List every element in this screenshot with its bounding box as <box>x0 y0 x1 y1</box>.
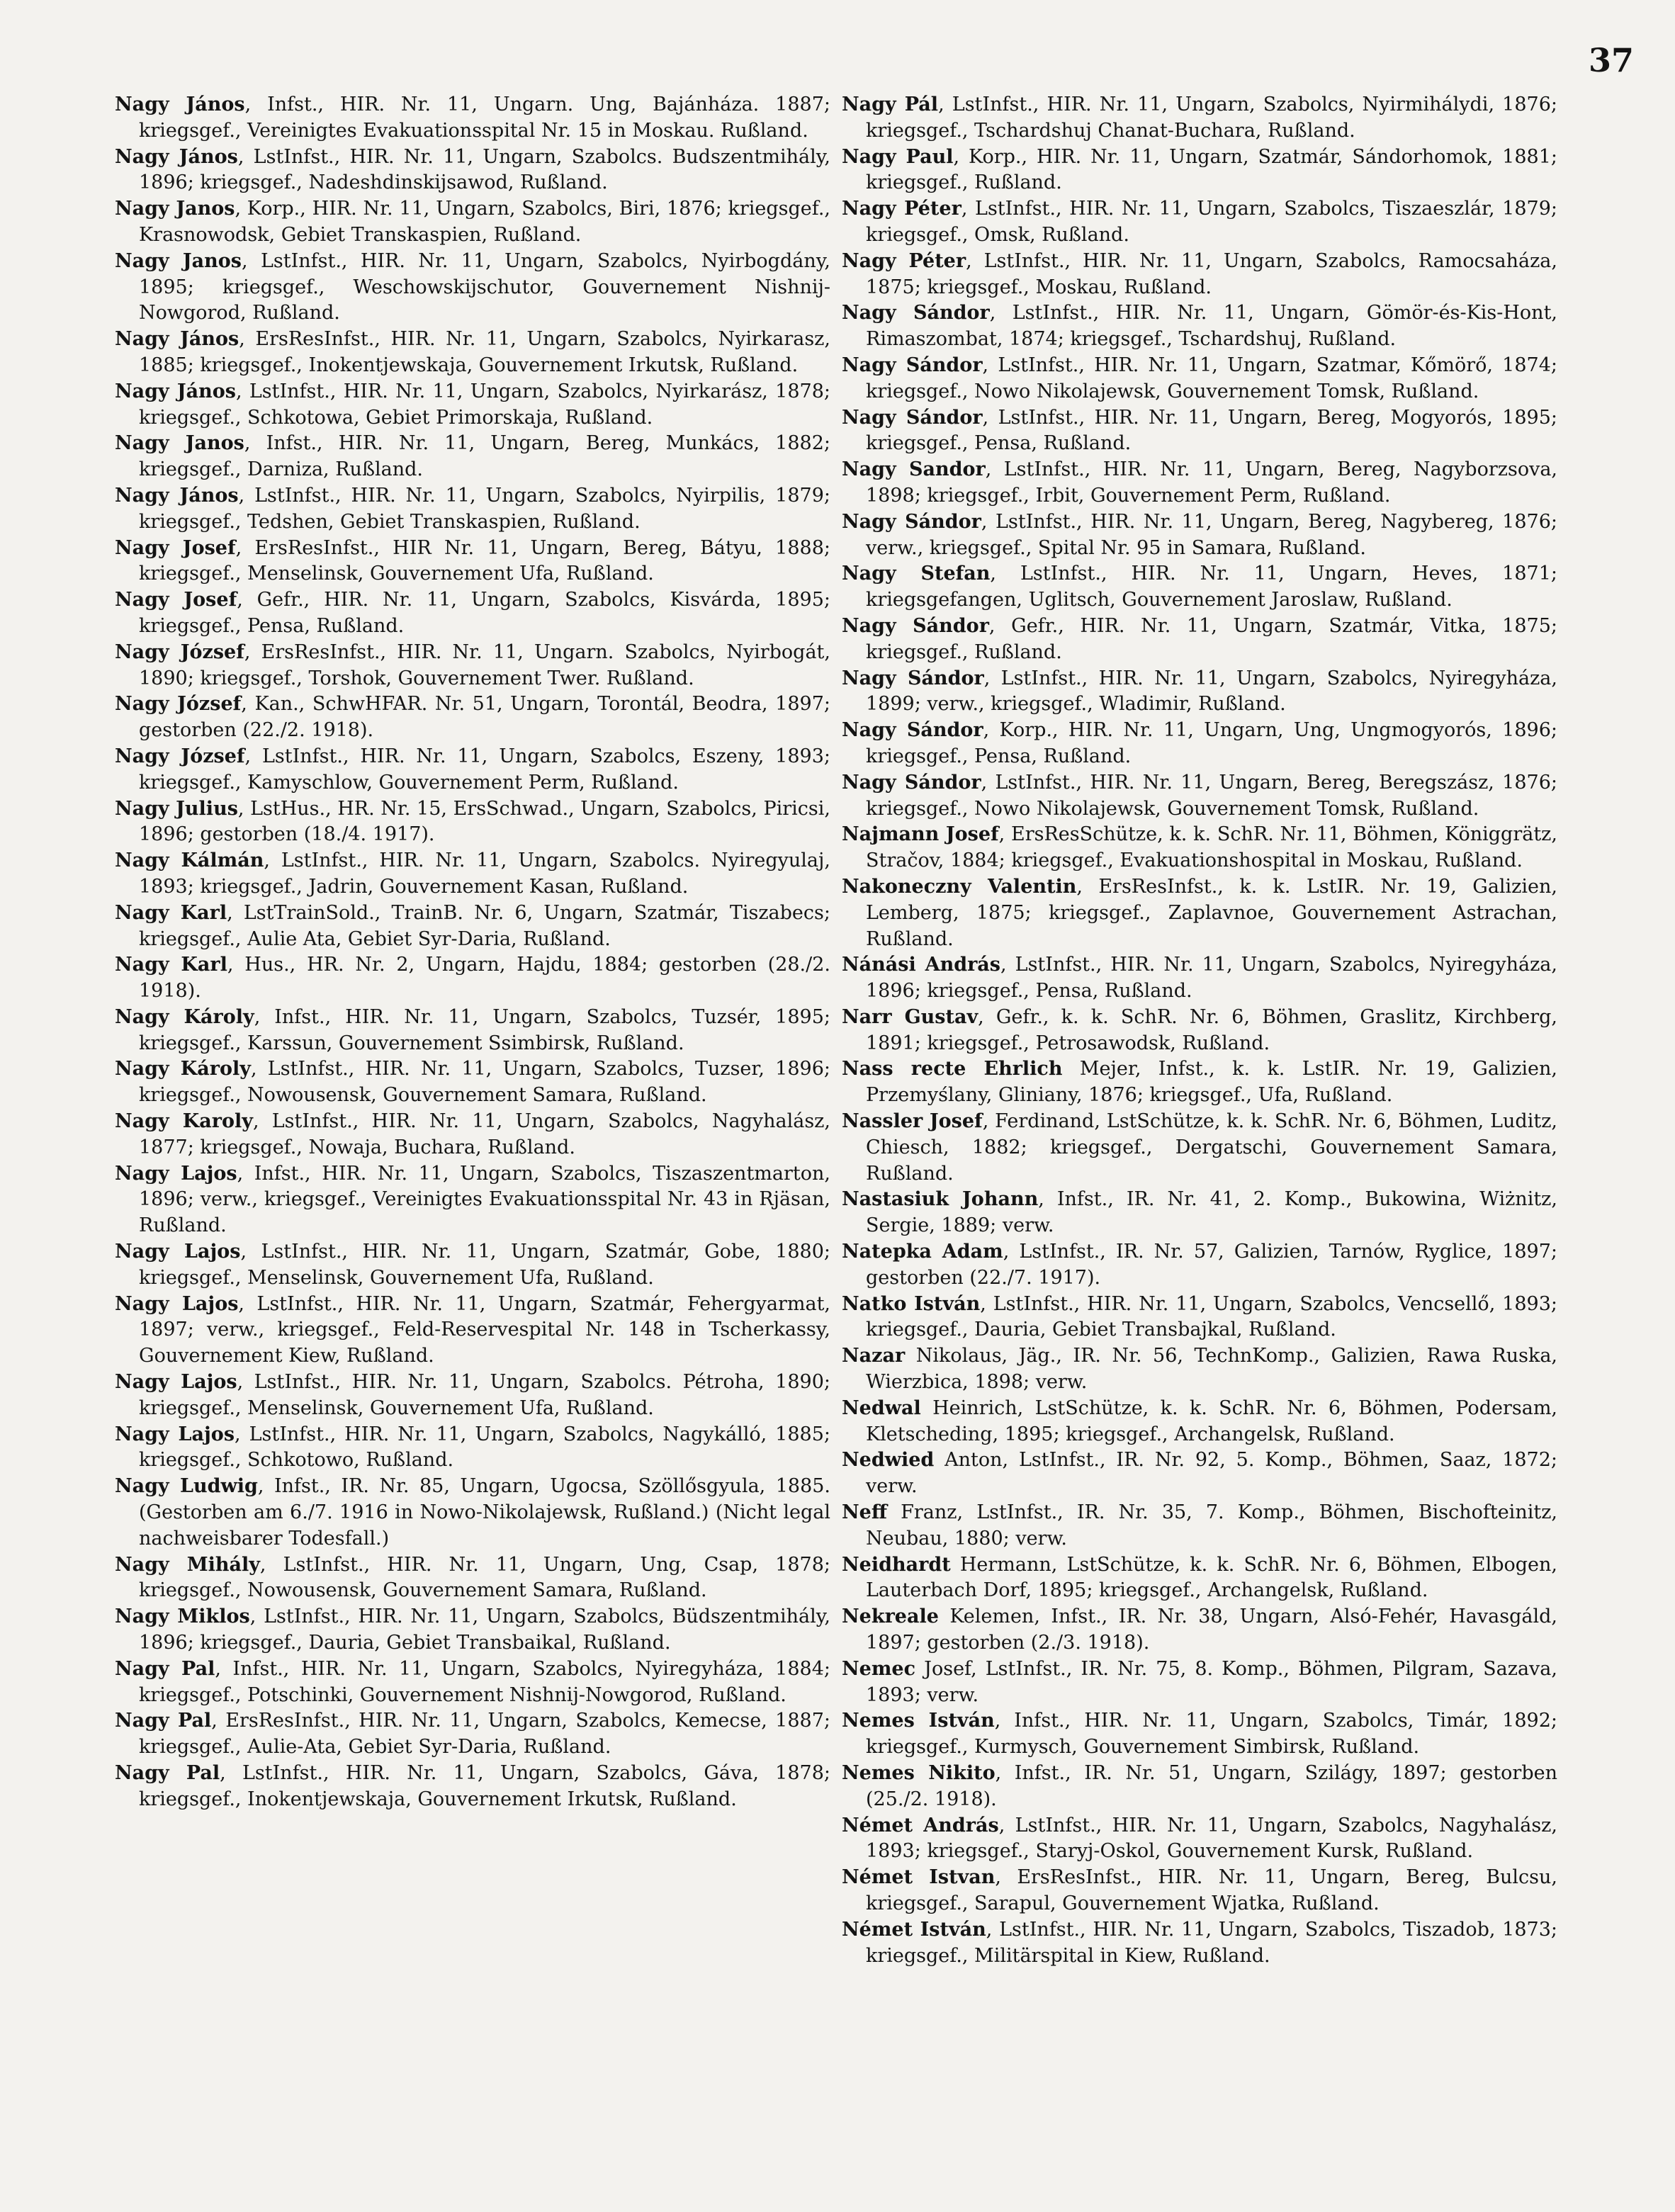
entry-text: , LstInfst., HIR. Nr. 11, Ungarn, Szatmár, Gobe, 1880; kriegsgef., Menselinsk, Gouvernement Ufa, Rußland. <box>139 1241 830 1289</box>
entry-text: , LstInfst., HIR. Nr. 11, Ungarn, Szabolcs. Pétroha, 1890; kriegsgef., Menselinsk, Gouvernement Ufa, Rußland. <box>139 1371 830 1419</box>
entry-name: Nagy Ludwig <box>115 1475 258 1498</box>
entry-name: Nagy Josef <box>115 589 237 611</box>
list-item <box>115 1657 830 1709</box>
entry-text: , LstInfst., HIR. Nr. 11, Ungarn, Szabolcs, Tuzser, 1896; kriegsgef., Nowousensk, Gouvernement Samara, Rußland. <box>139 1058 830 1107</box>
entry-text: , Ferdinand, LstSchütze, k. k. SchR. Nr. 6, Böhmen, Luditz, Chiesch, 1882; kriegsgef., Dergatschi, Gouvernement Samara, Rußland. <box>866 1110 1557 1185</box>
entry-text: Hermann, LstSchütze, k. k. SchR. Nr. 6, Böhmen, Elbogen, Lauterbach Dorf, 1895; kriegsgef., Archangelsk, Rußland. <box>866 1553 1557 1602</box>
list-item <box>115 1604 830 1657</box>
entry-text: , Infst., HIR. Nr. 11, Ungarn, Szabolcs, Timár, 1892; kriegsgef., Kurmysch, Gouvernement Simbirsk, Rußland. <box>866 1710 1557 1759</box>
list-item <box>842 1343 1557 1396</box>
entry-text: Nikolaus, Jäg., IR. Nr. 56, TechnKomp., Galizien, Rawa Ruska, Wierzbica, 1898; verw. <box>866 1345 1557 1394</box>
entry-text: , LstInfst., HIR. Nr. 11, Ungarn, Szabolcs, Nyirkarász, 1878; kriegsgef., Schkotowa, Gebiet Primorskaja, Rußland. <box>139 380 830 429</box>
entry-text: , LstInfst., HIR. Nr. 11, Ungarn, Szabolcs, Nagykálló, 1885; kriegsgef., Schkotowo, Rußland. <box>139 1423 830 1472</box>
page-number: 37 <box>1588 41 1634 79</box>
entry-text: , Infst., HIR. Nr. 11, Ungarn, Szabolcs, Tiszaszentmarton, 1896; verw., kriegsgef., Vereinigtes Evakuationsspital Nr. 43 in Rjäsan, Rußland. <box>139 1162 830 1237</box>
list-item <box>842 145 1557 197</box>
list-item <box>115 1161 830 1239</box>
entry-text: , LstInfst., HIR. Nr. 11, Ungarn, Szabolcs, Nyiregyháza, 1899; verw., kriegsgef., Wladimir, Rußland. <box>866 667 1557 716</box>
list-item <box>115 327 830 379</box>
list-item <box>115 1370 830 1422</box>
entry-name: Nagy Sándor <box>842 302 990 325</box>
list-item <box>115 196 830 249</box>
entry-name: Nagy Lajos <box>115 1162 237 1185</box>
entry-name: Nagy Pál <box>842 94 939 115</box>
entry-text: , Korp., HIR. Nr. 11, Ungarn, Ung, Ungmogyorós, 1896; kriegsgef., Pensa, Rußland. <box>866 719 1557 767</box>
entry-text: , LstInfst., HIR. Nr. 11, Ungarn, Szabolcs, Büdszentmihály, 1896; kriegsgef., Dauria, Gebiet Transbaikal, Rußland. <box>139 1606 830 1654</box>
entry-text: , LstInfst., HIR. Nr. 11, Ungarn, Ung, Csap, 1878; kriegsgef., Nowousensk, Gouvernement Samara, Rußland. <box>139 1553 830 1602</box>
entry-name: Nánási András <box>842 954 1001 976</box>
entry-name: Neff <box>842 1501 888 1524</box>
entry-name: Nagy Karl <box>115 954 227 976</box>
entry-text: , Korp., HIR. Nr. 11, Ungarn, Szatmár, Sándorhomok, 1881; kriegsgef., Rußland. <box>866 145 1557 194</box>
list-item <box>842 1239 1557 1292</box>
list-item <box>115 1761 830 1813</box>
list-item <box>115 379 830 431</box>
entry-name: Nagy József <box>115 745 245 767</box>
entry-name: Natepka Adam <box>842 1241 1003 1263</box>
entry-name: Nagy Sándor <box>842 719 983 742</box>
entry-name: Nagy Péter <box>842 249 966 272</box>
list-item <box>842 561 1557 614</box>
list-item <box>115 587 830 640</box>
list-item <box>115 1422 830 1474</box>
list-item <box>115 1474 830 1552</box>
list-item <box>842 1396 1557 1448</box>
entry-text: , Infst., HIR. Nr. 11, Ungarn, Szabolcs, Tuzsér, 1895; kriegsgef., Karssun, Gouvernement Ssimbirsk, Rußland. <box>139 1005 830 1054</box>
entry-name: Nagy Kálmán <box>115 850 264 872</box>
list-item <box>842 353 1557 405</box>
list-item <box>842 1005 1557 1057</box>
list-item <box>842 770 1557 823</box>
list-item <box>842 405 1557 458</box>
entry-text: , Infst., IR. Nr. 51, Ungarn, Szilágy, 1897; gestorben (25./2. 1918). <box>866 1762 1557 1810</box>
entry-name: Nedwied <box>842 1449 935 1472</box>
entry-name: Natko István <box>842 1292 981 1315</box>
list-item <box>115 92 830 145</box>
entry-text: , Infst., HIR. Nr. 11, Ungarn, Bereg, Munkács, 1882; kriegsgef., Darniza, Rußland. <box>139 432 830 481</box>
entry-name: Najmann Josef <box>842 823 999 846</box>
entry-name: Nagy Károly <box>115 1005 254 1028</box>
list-item <box>115 145 830 197</box>
list-item <box>842 1500 1557 1552</box>
entry-name: Nagy Sandor <box>842 458 986 481</box>
list-item <box>842 1917 1557 1970</box>
entry-name: Nagy Lajos <box>115 1292 239 1315</box>
entry-text: , LstInfst., HIR. Nr. 11, Ungarn, Szabolcs, Tiszadob, 1873; kriegsgef., Militärspital in Kiew, Rußland. <box>866 1918 1557 1967</box>
entry-text: , LstInfst., HIR. Nr. 11, Ungarn, Heves, 1871; kriegsgefangen, Uglitsch, Gouvernement Jaroslaw, Rußland. <box>866 563 1557 611</box>
list-item <box>115 249 830 327</box>
list-item <box>842 509 1557 562</box>
list-item <box>115 901 830 953</box>
entry-text: , LstInfst., HIR. Nr. 11, Ungarn, Bereg, Nagyborzsova, 1898; kriegsgef., Irbit, Gouvernement Perm, Rußland. <box>866 458 1558 507</box>
entry-text: , LstHus., HR. Nr. 15, ErsSchwad., Ungarn, Szabolcs, Piricsi, 1896; gestorben (18./4. 1917). <box>139 797 830 846</box>
entry-text: , Infst., IR. Nr. 41, 2. Komp., Bukowina, Wiżnitz, Sergie, 1889; verw. <box>866 1188 1557 1237</box>
entry-text: , LstInfst., HIR. Nr. 11, Ungarn, Szabolcs, Nyirbogdány, 1895; kriegsgef., Weschowskijschutor, Gouvernement Nishnij-Nowgorod, Rußland. <box>139 249 830 325</box>
list-item <box>842 666 1557 718</box>
entry-name: Nagy Sándor <box>842 354 983 376</box>
list-item <box>842 92 1557 145</box>
list-item <box>842 1813 1557 1866</box>
list-item <box>842 952 1557 1005</box>
list-item <box>115 1056 830 1109</box>
entry-name: Nagy Pal <box>115 1710 212 1732</box>
list-item <box>842 196 1557 249</box>
list-item <box>842 249 1557 301</box>
entry-name: Nemes István <box>842 1710 995 1732</box>
entry-text: , ErsResInfst., HIR Nr. 11, Ungarn, Bereg, Bátyu, 1888; kriegsgef., Menselinsk, Gouvernement Ufa, Rußland. <box>139 536 830 585</box>
entry-text: , Gefr., HIR. Nr. 11, Ungarn, Szabolcs, Kisvárda, 1895; kriegsgef., Pensa, Rußland. <box>139 589 831 637</box>
entry-text: , LstInfst., HIR. Nr. 11, Ungarn, Szabolcs, Gáva, 1878; kriegsgef., Inokentjewskaja, Gouvernement Irkutsk, Rußland. <box>139 1762 830 1810</box>
entry-name: Német András <box>842 1814 999 1836</box>
entry-name: Nagy Josef <box>115 536 236 559</box>
list-item <box>842 1761 1557 1813</box>
list-item <box>115 1109 830 1161</box>
list-item <box>842 1657 1557 1709</box>
entry-text: , ErsResInfst., HIR. Nr. 11, Ungarn. Szabolcs, Nyirbogát, 1890; kriegsgef., Torshok, Gouvernement Twer. Rußland. <box>139 641 830 689</box>
entry-name: Nagy János <box>115 484 239 507</box>
list-item <box>115 640 830 692</box>
entry-name: Nagy Sándor <box>842 771 981 794</box>
entry-text: , LstTrainSold., TrainB. Nr. 6, Ungarn, Szatmár, Tiszabecs; kriegsgef., Aulie Ata, Gebiet Syr-Daria, Rußland. <box>139 901 830 950</box>
entry-text: Kelemen, Infst., IR. Nr. 38, Ungarn, Alsó-Fehér, Havasgáld, 1897; gestorben (2./3. 1918). <box>866 1606 1557 1654</box>
entry-name: Nagy Julius <box>115 797 238 820</box>
entry-name: Nemes Nikito <box>842 1762 996 1784</box>
list-item <box>842 1708 1557 1761</box>
list-item <box>115 796 830 849</box>
entry-name: Nagy Janos <box>115 198 235 220</box>
entry-text: , LstInfst., HIR. Nr. 11, Ungarn, Szabolcs, Vencsellő, 1893; kriegsgef., Dauria, Gebiet Transbajkal, Rußland. <box>866 1292 1557 1341</box>
entry-name: Német Istvan <box>842 1866 996 1889</box>
list-item <box>115 536 830 588</box>
entry-name: Nagy Lajos <box>115 1241 241 1263</box>
entry-text: , LstInfst., HIR. Nr. 11, Ungarn, Szabolcs, Nyiregyháza, 1896; kriegsgef., Pensa, Rußland. <box>866 954 1557 1003</box>
entry-text: Mejer, Infst., k. k. LstIR. Nr. 19, Galizien, Przemyślany, Gliniany, 1876; kriegsgef., Ufa, Rußland. <box>866 1058 1558 1107</box>
entry-name: Nagy Karl <box>115 901 227 924</box>
entry-text: , Hus., HR. Nr. 2, Ungarn, Hajdu, 1884; gestorben (28./2. 1918). <box>139 954 830 1003</box>
list-item <box>115 1239 830 1292</box>
list-item <box>842 300 1557 353</box>
entry-name: Nakoneczny Valentin <box>842 875 1077 898</box>
entry-name: Nagy Pal <box>115 1657 215 1680</box>
entry-text: , LstInfst., HIR. Nr. 11, Ungarn, Gömör-és-Kis-Hont, Rimaszombat, 1874; kriegsgef., Tschardshuj, Rußland. <box>866 302 1557 351</box>
list-item <box>115 744 830 796</box>
entry-name: Nagy Lajos <box>115 1423 235 1445</box>
entry-text: , Gefr., HIR. Nr. 11, Ungarn, Szatmár, Vitka, 1875; kriegsgef., Rußland. <box>866 614 1557 663</box>
entry-name: Neidhardt <box>842 1553 951 1576</box>
entry-text: , LstInfst., HIR. Nr. 11, Ungarn, Szabolcs, Eszeny, 1893; kriegsgef., Kamyschlow, Gouvernement Perm, Rußland. <box>139 745 830 794</box>
entry-name: Nagy János <box>115 145 238 168</box>
list-item <box>115 1708 830 1761</box>
list-item <box>842 1056 1557 1109</box>
entry-text: , LstInfst., HIR. Nr. 11, Ungarn, Szabolcs, Nagyhalász, 1893; kriegsgef., Staryj-Oskol, Gouvernement Kursk, Rußland. <box>866 1814 1557 1863</box>
entry-text: , ErsResInfst., HIR. Nr. 11, Ungarn, Szabolcs, Kemecse, 1887; kriegsgef., Aulie-Ata, Gebiet Syr-Daria, Rußland. <box>139 1710 830 1759</box>
entry-text: , LstInfst., HIR. Nr. 11, Ungarn, Szatmar, Kőmörő, 1874; kriegsgef., Nowo Nikolajewsk, Gouvernement Tomsk, Rußland. <box>866 354 1557 402</box>
entry-text: , Infst., HIR. Nr. 11, Ungarn, Szabolcs, Nyiregyháza, 1884; kriegsgef., Potschinki, Gouvernement Nishnij-Nowgorod, Rußland. <box>139 1657 830 1706</box>
entry-text: , LstInfst., HIR. Nr. 11, Ungarn, Szabolcs, Nagyhalász, 1877; kriegsgef., Nowaja, Buchara, Rußland. <box>139 1110 830 1158</box>
entry-text: Franz, LstInfst., IR. Nr. 35, 7. Komp., Böhmen, Bischofteinitz, Neubau, 1880; verw. <box>866 1501 1557 1550</box>
list-item <box>842 1448 1557 1500</box>
entry-text: , Kan., SchwHFAR. Nr. 51, Ungarn, Torontál, Beodra, 1897; gestorben (22./2. 1918). <box>139 693 830 742</box>
entry-name: Nagy Károly <box>115 1058 251 1080</box>
entry-text: Josef, LstInfst., IR. Nr. 75, 8. Komp., Böhmen, Pilgram, Sazava, 1893; verw. <box>866 1657 1557 1706</box>
entry-text: , LstInfst., IR. Nr. 57, Galizien, Tarnów, Ryglice, 1897; gestorben (22./7. 1917). <box>866 1241 1557 1289</box>
entry-text: , LstInfst., HIR. Nr. 11, Ungarn, Szabolcs, Nyirmihálydi, 1876; kriegsgef., Tschardshuj Chanat-Buchara, Rußland. <box>866 94 1557 142</box>
list-item <box>842 874 1557 952</box>
entry-name: Nagy Stefan <box>842 563 991 585</box>
entry-name: Nagy Karoly <box>115 1110 253 1133</box>
list-item <box>842 1552 1557 1605</box>
list-item <box>842 457 1557 509</box>
entry-name: Nagy Miklos <box>115 1606 250 1628</box>
entry-name: Nagy Janos <box>115 249 242 272</box>
entry-name: Nagy Lajos <box>115 1371 237 1394</box>
entry-name: Nagy János <box>115 380 236 402</box>
right-column <box>842 92 1557 1969</box>
list-item <box>842 614 1557 666</box>
list-item <box>115 848 830 901</box>
list-item <box>842 1109 1557 1187</box>
entry-name: Nagy Sándor <box>842 510 981 533</box>
list-item <box>842 822 1557 874</box>
entry-text: , Infst., HIR. Nr. 11, Ungarn. Ung, Bajánháza. 1887; kriegsgef., Vereinigtes Evakuationsspital Nr. 15 in Moskau. Rußland. <box>139 94 830 142</box>
entry-text: Anton, LstInfst., IR. Nr. 92, 5. Komp., Böhmen, Saaz, 1872; verw. <box>866 1449 1557 1498</box>
entry-text: , LstInfst., HIR. Nr. 11, Ungarn, Szabolcs, Tiszaeszlár, 1879; kriegsgef., Omsk, Rußland. <box>866 198 1557 246</box>
entry-name: Nagy Péter <box>842 198 961 220</box>
entry-text: , LstInfst., HIR. Nr. 11, Ungarn, Bereg, Nagybereg, 1876; verw., kriegsgef., Spital Nr. 95 in Samara, Rußland. <box>866 510 1557 559</box>
entry-text: , Gefr., k. k. SchR. Nr. 6, Böhmen, Graslitz, Kirchberg, 1891; kriegsgef., Petrosawodsk, Rußland. <box>866 1005 1557 1054</box>
entry-name: Nagy Sándor <box>842 614 989 637</box>
list-item <box>842 1292 1557 1344</box>
entry-text: , ErsResInfst., k. k. LstIR. Nr. 19, Galizien, Lemberg, 1875; kriegsgef., Zaplavnoe, Gouvernement Astrachan, Rußland. <box>866 875 1557 950</box>
list-item <box>115 1552 830 1605</box>
entry-name: Nagy Paul <box>842 145 954 168</box>
entry-name: Nagy János <box>115 328 239 351</box>
entry-text: , Korp., HIR. Nr. 11, Ungarn, Szabolcs, Biri, 1876; kriegsgef., Krasnowodsk, Gebiet Transkaspien, Rußland. <box>139 198 830 246</box>
entry-text: , ErsResSchütze, k. k. SchR. Nr. 11, Böhmen, Königgrätz, Stračov, 1884; kriegsgef., Evakuationshospital in Moskau, Rußland. <box>866 823 1557 872</box>
entry-text: , LstInfst., HIR. Nr. 11, Ungarn, Szabolcs. Budszentmihály, 1896; kriegsgef., Nadeshdinskijsawod, Rußland. <box>139 145 830 194</box>
list-item <box>115 1292 830 1370</box>
list-item <box>842 718 1557 770</box>
list-item <box>115 483 830 536</box>
entry-name: Nazar <box>842 1345 906 1367</box>
entry-text: , LstInfst., HIR. Nr. 11, Ungarn, Szatmár, Fehergyarmat, 1897; verw., kriegsgef., Feld-Reservespital Nr. 148 in Tscherkassy, Gouvernement Kiew, Rußland. <box>139 1292 830 1367</box>
entry-text: , ErsResInfst., HIR. Nr. 11, Ungarn, Szabolcs, Nyirkarasz, 1885; kriegsgef., Inokentjewskaja, Gouvernement Irkutsk, Rußland. <box>139 328 830 376</box>
list-item <box>115 1005 830 1057</box>
entry-name: Nagy József <box>115 693 242 716</box>
entry-text: , LstInfst., HIR. Nr. 11, Ungarn, Szabolcs, Nyirpilis, 1879; kriegsgef., Tedshen, Gebiet Transkaspien, Rußland. <box>139 484 830 533</box>
entry-name: Nagy József <box>115 641 244 663</box>
list-item <box>115 692 830 744</box>
entry-name: Nagy Mihály <box>115 1553 260 1576</box>
entry-name: Nagy Pal <box>115 1762 220 1784</box>
entry-name: Nastasiuk Johann <box>842 1188 1039 1211</box>
entry-name: Narr Gustav <box>842 1005 979 1028</box>
left-column <box>115 92 830 1813</box>
entry-name: Nassler Josef <box>842 1110 983 1133</box>
entry-name: Nagy Sándor <box>842 667 984 689</box>
list-item <box>842 1604 1557 1657</box>
entry-name: Nedwal <box>842 1396 921 1419</box>
entry-name: Nemec <box>842 1657 916 1680</box>
entry-name: Nekreale <box>842 1606 939 1628</box>
entry-text: , LstInfst., HIR. Nr. 11, Ungarn, Bereg, Mogyorós, 1895; kriegsgef., Pensa, Rußland. <box>866 406 1557 455</box>
entry-text: Heinrich, LstSchütze, k. k. SchR. Nr. 6, Böhmen, Podersam, Kletscheding, 1895; kriegsgef., Archangelsk, Rußland. <box>866 1396 1557 1445</box>
entry-name: Nagy Janos <box>115 432 244 455</box>
entry-text: , LstInfst., HIR. Nr. 11, Ungarn, Bereg, Beregszász, 1876; kriegsgef., Nowo Nikolajewsk, Gouvernement Tomsk, Rußland. <box>866 771 1557 820</box>
entry-name: Nagy Sándor <box>842 406 983 429</box>
entry-name: Nass recte Ehrlich <box>842 1058 1063 1080</box>
entry-name: Nagy János <box>115 94 245 115</box>
list-item <box>842 1187 1557 1239</box>
entry-text: , LstInfst., HIR. Nr. 11, Ungarn, Szabolcs. Nyiregyulaj, 1893; kriegsgef., Jadrin, Gouvernement Kasan, Rußland. <box>139 850 830 898</box>
entry-text: , ErsResInfst., HIR. Nr. 11, Ungarn, Bereg, Bulcsu, kriegsgef., Sarapul, Gouvernement Wjatka, Rußland. <box>866 1866 1558 1914</box>
list-item <box>842 1865 1557 1917</box>
list-item <box>115 431 830 483</box>
entry-name: Német István <box>842 1918 986 1941</box>
entry-text: , LstInfst., HIR. Nr. 11, Ungarn, Szabolcs, Ramocsaháza, 1875; kriegsgef., Moskau, Rußland. <box>866 249 1557 298</box>
entry-text: , Infst., IR. Nr. 85, Ungarn, Ugocsa, Szöllősgyula, 1885. (Gestorben am 6./7. 1916 in Nowo-Nikolajewsk, Rußland.) (Nicht legal nachweisbarer Todesfall.) <box>139 1475 831 1550</box>
list-item <box>115 952 830 1005</box>
